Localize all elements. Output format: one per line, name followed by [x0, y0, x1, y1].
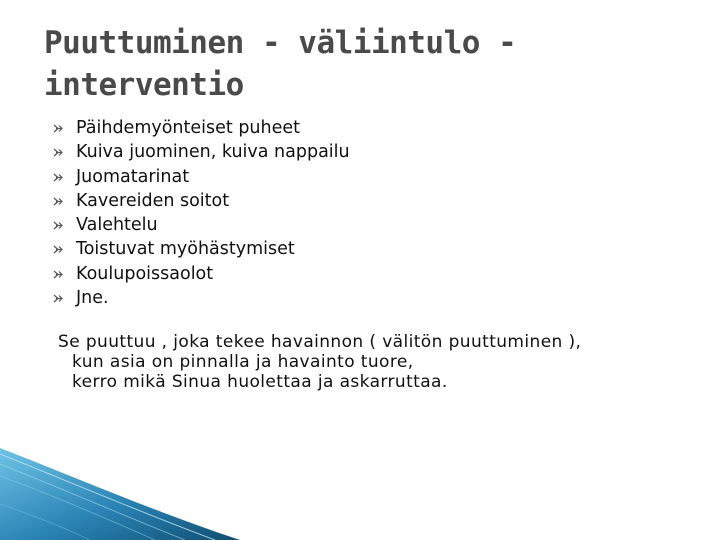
- bullet-text: Valehtelu: [76, 215, 158, 236]
- list-item: [50, 262, 350, 286]
- bullet-text: Juomatarinat: [76, 166, 190, 187]
- list-item: [50, 237, 350, 261]
- ornate-bullet-icon: [53, 245, 63, 254]
- ornate-bullet-icon: [53, 270, 63, 279]
- list-item: [50, 116, 350, 140]
- slide-title-line-1: Puuttuminen - väliintulo -: [44, 25, 517, 61]
- slide-title: [44, 22, 684, 106]
- bullet-text: Koulupoissaolot: [76, 263, 214, 284]
- note-line: kerro mikä Sinua huolettaa ja askarruttaa.: [72, 372, 448, 392]
- ornate-bullet-icon: [53, 173, 63, 182]
- ornate-bullet-icon: [53, 294, 63, 303]
- decorative-corner-swoosh: [0, 430, 240, 540]
- list-item: [50, 140, 350, 164]
- slide-title-line-2: interventio: [44, 67, 244, 103]
- bullet-text: Kavereiden soitot: [76, 190, 230, 211]
- ornate-bullet-icon: [53, 148, 63, 157]
- list-item: [50, 189, 350, 213]
- note-line: kun asia on pinnalla ja havainto tuore,: [72, 352, 414, 372]
- list-item: [50, 286, 350, 310]
- bullet-list: [50, 116, 350, 310]
- list-item: [50, 213, 350, 237]
- ornate-bullet-icon: [53, 124, 63, 133]
- ornate-bullet-icon: [53, 197, 63, 206]
- bullet-text: Kuiva juominen, kuiva nappailu: [76, 142, 350, 163]
- note-paragraph: [58, 332, 698, 392]
- note-line: Se puuttuu , joka tekee havainnon ( välitön puuttuminen ),: [58, 332, 582, 352]
- ornate-bullet-icon: [53, 221, 63, 230]
- bullet-text: Toistuvat myöhästymiset: [76, 239, 295, 260]
- bullet-text: Jne.: [76, 288, 109, 309]
- list-item: [50, 165, 350, 189]
- bullet-text: Päihdemyönteiset puheet: [76, 118, 301, 138]
